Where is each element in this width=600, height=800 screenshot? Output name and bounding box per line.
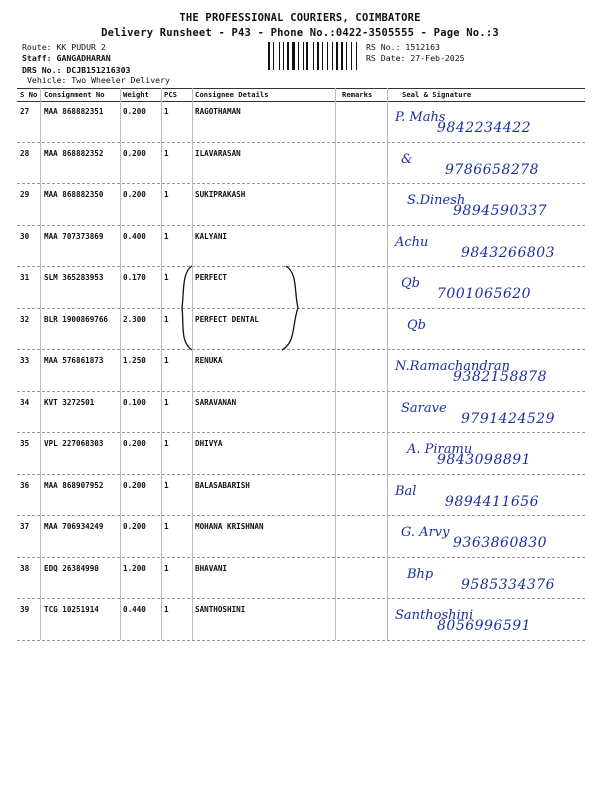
header-remarks: Remarks xyxy=(342,90,373,99)
vehicle-text: Vehicle: Two Wheeler Delivery xyxy=(27,75,170,85)
row-weight: 0.400 xyxy=(123,231,146,241)
row-pcs: 1 xyxy=(164,605,169,614)
handwritten-phone-number: 9843266803 xyxy=(461,244,556,261)
row-consignee: ILAVARASAN xyxy=(195,148,241,158)
rs-number: RS No.: 1512163 xyxy=(366,42,440,52)
handwritten-signature: Santhoshini xyxy=(395,608,474,623)
table-row xyxy=(17,432,585,475)
rs-date: RS Date: 27-Feb-2025 xyxy=(366,53,465,63)
row-consignee: BALASABARISH xyxy=(195,480,250,490)
row-weight: 0.170 xyxy=(123,273,146,282)
header-consignment: Consignment No xyxy=(44,90,105,99)
header-sno: S No xyxy=(20,90,38,99)
row-sno: 35 xyxy=(20,439,30,448)
handwritten-phone-number: 7001065620 xyxy=(437,286,532,302)
row-weight: 0.200 xyxy=(123,522,146,531)
row-consignment-no: MAA 706934249 xyxy=(44,522,104,531)
row-sno: 27 xyxy=(20,107,30,116)
row-consignee: BHAVANI xyxy=(195,563,228,573)
handwritten-phone-number: 9382158878 xyxy=(453,369,548,385)
staff-value: GANGADHARAN xyxy=(56,53,111,63)
row-sno: 28 xyxy=(20,148,30,158)
runsheet-table xyxy=(17,88,585,634)
column-divider xyxy=(335,88,336,640)
row-consignment-no: VPL 227068303 xyxy=(44,439,104,448)
row-sno: 36 xyxy=(20,480,30,490)
row-weight: 1.200 xyxy=(123,563,146,573)
drs-line xyxy=(22,65,130,75)
handwritten-phone-number: 9786658278 xyxy=(445,161,540,178)
drs-label: DRS No.: xyxy=(22,65,62,75)
row-pcs: 1 xyxy=(164,231,169,241)
handwritten-signature: Qb xyxy=(407,317,426,333)
row-consignee: KALYANI xyxy=(195,231,228,241)
handwritten-phone-number: 9363860830 xyxy=(453,535,548,551)
staff-label: Staff: xyxy=(22,53,52,63)
table-row xyxy=(17,598,585,641)
row-pcs: 1 xyxy=(164,148,169,158)
row-weight: 0.200 xyxy=(123,480,146,490)
row-sno: 32 xyxy=(20,314,30,324)
row-sno: 31 xyxy=(20,273,30,282)
row-consignee: RENUKA xyxy=(195,356,223,365)
handwritten-phone-number: 9791424529 xyxy=(461,410,556,427)
header-pcs: PCS xyxy=(164,90,177,99)
row-pcs: 1 xyxy=(164,397,169,407)
row-consignee: PERFECT DENTAL xyxy=(195,314,260,324)
row-weight: 1.250 xyxy=(123,356,146,365)
table-row xyxy=(17,474,585,517)
row-consignment-no: MAA 868882351 xyxy=(44,107,104,116)
column-divider xyxy=(387,88,388,640)
row-sno: 29 xyxy=(20,190,30,199)
row-consignment-no: MAA 868882352 xyxy=(44,148,104,158)
bracket-mark xyxy=(178,262,308,354)
handwritten-signature: Qb xyxy=(401,276,420,291)
row-consignee: SARAVANAN xyxy=(195,397,237,407)
header-consignee: Consignee Details xyxy=(195,90,269,99)
table-row xyxy=(17,100,585,143)
handwritten-phone-number: 9894590337 xyxy=(453,203,548,219)
row-sno: 30 xyxy=(20,231,30,241)
row-consignment-no: MAA 868907952 xyxy=(44,480,104,490)
row-consignment-no: BLR 1900869766 xyxy=(44,314,109,324)
table-row xyxy=(17,349,585,392)
row-weight: 0.440 xyxy=(123,605,146,614)
row-consignee: DHIVYA xyxy=(195,439,223,448)
row-weight: 2.300 xyxy=(123,314,146,324)
header-signature: Seal & Signature xyxy=(402,90,472,99)
row-consignment-no: MAA 868882350 xyxy=(44,190,104,199)
column-divider xyxy=(120,88,121,640)
table-row xyxy=(17,225,585,268)
row-pcs: 1 xyxy=(164,273,169,282)
row-weight: 0.200 xyxy=(123,439,146,448)
column-divider xyxy=(40,88,41,640)
row-pcs: 1 xyxy=(164,439,169,448)
route-text: Route: KK PUDUR 2 xyxy=(22,42,106,52)
row-pcs: 1 xyxy=(164,190,169,199)
handwritten-phone-number: 9585334376 xyxy=(461,576,556,593)
table-row xyxy=(17,183,585,226)
row-weight: 0.200 xyxy=(123,148,146,158)
row-sno: 39 xyxy=(20,605,30,614)
row-pcs: 1 xyxy=(164,480,169,490)
handwritten-signature: Bhp xyxy=(407,566,434,582)
row-weight: 0.200 xyxy=(123,190,146,199)
handwritten-signature: N.Ramachandran xyxy=(395,359,511,374)
runsheet-subtitle: Delivery Runsheet - P43 - Phone No.:0422-3505555 - Page No.:3 xyxy=(101,27,499,39)
row-consignment-no: KVT 3272501 xyxy=(44,397,95,407)
row-consignment-no: EDQ 26384990 xyxy=(44,563,99,573)
row-consignment-no: MAA 707373869 xyxy=(44,231,104,241)
row-pcs: 1 xyxy=(164,356,169,365)
handwritten-signature: Sarave xyxy=(401,400,447,416)
row-consignee: MOHANA KRISHNAN xyxy=(195,522,264,531)
handwritten-phone-number: 9842234422 xyxy=(437,120,532,136)
row-pcs: 1 xyxy=(164,107,169,116)
row-consignee: SUKIPRAKASH xyxy=(195,190,246,199)
row-consignee: SANTHOSHINI xyxy=(195,605,246,614)
row-pcs: 1 xyxy=(164,563,169,573)
header-weight: Weight xyxy=(123,90,149,99)
handwritten-signature: G. Arvy xyxy=(401,525,450,540)
handwritten-signature: Bal xyxy=(395,483,417,499)
handwritten-phone-number: 8056996591 xyxy=(437,618,532,634)
staff-line xyxy=(22,53,111,63)
handwritten-phone-number: 9894411656 xyxy=(445,493,540,510)
row-sno: 38 xyxy=(20,563,30,573)
handwritten-signature: Achu xyxy=(395,234,429,250)
row-pcs: 1 xyxy=(164,522,169,531)
row-sno: 33 xyxy=(20,356,30,365)
barcode-image xyxy=(268,42,360,70)
row-sno: 34 xyxy=(20,397,30,407)
column-divider xyxy=(192,88,193,640)
row-consignment-no: MAA 576861873 xyxy=(44,356,104,365)
row-consignment-no: SLM 365283953 xyxy=(44,273,104,282)
row-sno: 37 xyxy=(20,522,30,531)
row-consignee: PERFECT xyxy=(195,273,228,282)
row-consignee: RAGOTHAMAN xyxy=(195,107,241,116)
handwritten-phone-number: 9843098891 xyxy=(437,452,532,468)
column-divider xyxy=(161,88,162,640)
handwritten-signature: P. Mahs xyxy=(395,110,446,125)
table-row xyxy=(17,515,585,558)
row-weight: 0.200 xyxy=(123,107,146,116)
row-pcs: 1 xyxy=(164,314,169,324)
table-row xyxy=(17,557,585,600)
table-row xyxy=(17,391,585,434)
handwritten-signature: A. Piramu xyxy=(407,442,473,457)
table-row xyxy=(17,142,585,185)
handwritten-signature: & xyxy=(401,151,413,167)
handwritten-signature: S.Dinesh xyxy=(407,193,466,208)
drs-value: DCJB151216303 xyxy=(66,65,131,75)
row-consignment-no: TCG 10251914 xyxy=(44,605,99,614)
row-weight: 0.100 xyxy=(123,397,146,407)
company-title: THE PROFESSIONAL COURIERS, COIMBATORE xyxy=(179,12,421,24)
